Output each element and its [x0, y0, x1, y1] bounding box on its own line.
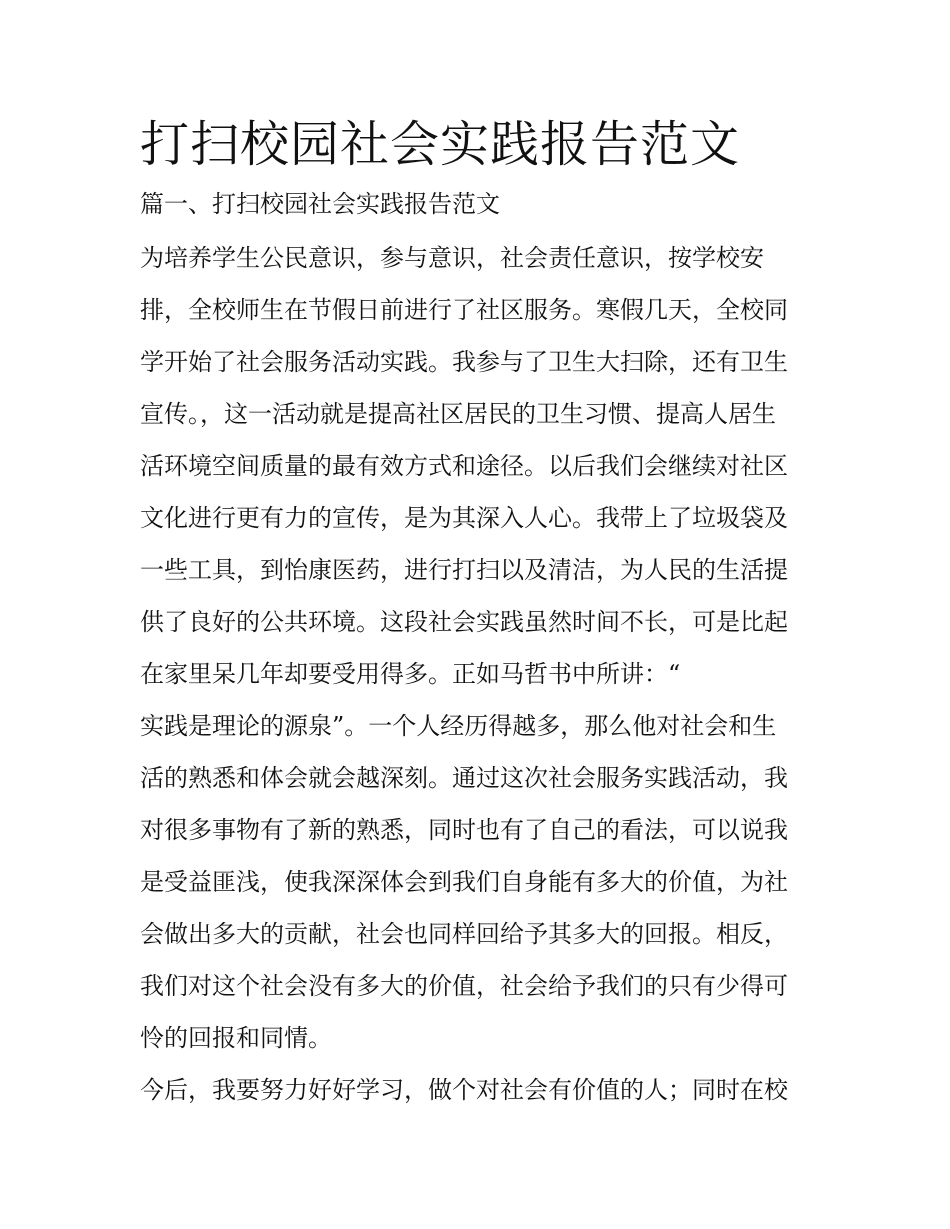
document-subtitle: 篇一、打扫校园社会实践报告范文	[140, 190, 500, 218]
text-line: 供了良好的公共环境。这段社会实践虽然时间不长，可是比起	[140, 608, 788, 636]
text-line: 是受益匪浅，使我深深体会到我们自身能有多大的价值，为社	[140, 868, 788, 896]
text-line: 为培养学生公民意识，参与意识，社会责任意识，按学校安	[140, 244, 764, 272]
text-line: 宣传。，这一活动就是提高社区居民的卫生习惯、提高人居生	[140, 400, 776, 428]
text-line: 怜的回报和同情。	[140, 1024, 332, 1052]
text-line: 活的熟悉和体会就会越深刻。通过这次社会服务实践活动，我	[140, 764, 788, 792]
text-line: 今后，我要努力好好学习，做个对社会有价值的人；同时在校	[140, 1076, 788, 1104]
document-page	[140, 112, 812, 1116]
document-body	[140, 232, 812, 1116]
text-line: 在家里呆几年却要受用得多。正如马哲书中所讲：“	[140, 660, 681, 688]
text-line: 一些工具，到怡康医药，进行打扫以及清洁，为人民的生活提	[140, 556, 788, 584]
text-line: 排，全校师生在节假日前进行了社区服务。寒假几天，全校同	[140, 296, 788, 324]
text-line: 活环境空间质量的最有效方式和途径。以后我们会继续对社区	[140, 452, 788, 480]
document-title: 打扫校园社会实践报告范文	[140, 116, 741, 173]
text-line: 文化进行更有力的宣传，是为其深入人心。我带上了垃圾袋及	[140, 504, 788, 532]
text-line: 会做出多大的贡献，社会也同样回给予其多大的回报。相反，	[140, 920, 788, 948]
text-line: 对很多事物有了新的熟悉，同时也有了自己的看法，可以说我	[140, 816, 788, 844]
text-line: 学开始了社会服务活动实践。我参与了卫生大扫除，还有卫生	[140, 348, 788, 376]
text-line: 我们对这个社会没有多大的价值，社会给予我们的只有少得可	[140, 972, 788, 1000]
text-line: 实践是理论的源泉”。一个人经历得越多，那么他对社会和生	[140, 712, 777, 740]
